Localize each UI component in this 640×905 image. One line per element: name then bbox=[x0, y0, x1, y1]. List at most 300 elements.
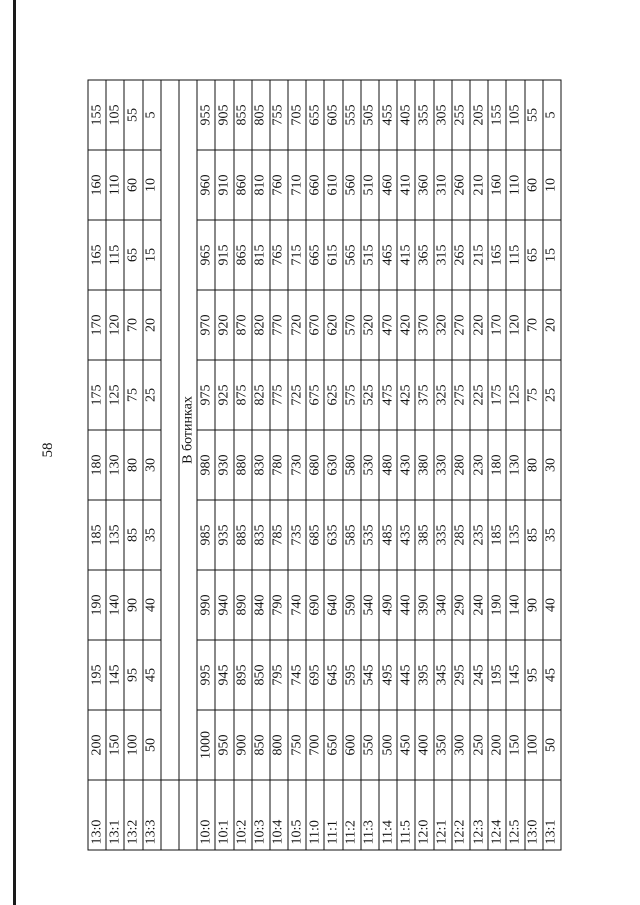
score-cell: 835 bbox=[252, 500, 270, 570]
score-cell: 765 bbox=[270, 220, 288, 290]
score-cell: 600 bbox=[343, 710, 361, 780]
score-cell: 240 bbox=[470, 570, 488, 640]
score-cell: 145 bbox=[106, 640, 124, 710]
score-cell: 400 bbox=[415, 710, 433, 780]
score-cell: 145 bbox=[506, 640, 524, 710]
score-cell: 500 bbox=[379, 710, 397, 780]
score-cell: 730 bbox=[288, 430, 306, 500]
score-cell: 855 bbox=[234, 80, 252, 150]
table-row bbox=[324, 80, 342, 850]
time-cell: 12:5 bbox=[506, 780, 524, 850]
score-cell: 275 bbox=[452, 360, 470, 430]
score-cell: 760 bbox=[270, 150, 288, 220]
table-row bbox=[306, 80, 324, 850]
time-cell: 13:0 bbox=[525, 780, 543, 850]
score-cell: 685 bbox=[306, 500, 324, 570]
score-cell: 525 bbox=[361, 360, 379, 430]
score-cell: 660 bbox=[306, 150, 324, 220]
score-cell: 65 bbox=[525, 220, 543, 290]
score-cell: 465 bbox=[379, 220, 397, 290]
score-cell: 880 bbox=[234, 430, 252, 500]
score-cell: 95 bbox=[124, 640, 142, 710]
score-cell: 25 bbox=[543, 360, 561, 430]
score-cell: 905 bbox=[215, 80, 233, 150]
score-cell: 995 bbox=[197, 640, 215, 710]
score-cell: 430 bbox=[397, 430, 415, 500]
score-cell: 425 bbox=[397, 360, 415, 430]
score-cell: 195 bbox=[488, 640, 506, 710]
score-cell: 940 bbox=[215, 570, 233, 640]
score-cell: 565 bbox=[343, 220, 361, 290]
time-cell: 11:5 bbox=[397, 780, 415, 850]
score-cell: 870 bbox=[234, 290, 252, 360]
score-cell: 255 bbox=[452, 80, 470, 150]
score-cell: 170 bbox=[88, 290, 106, 360]
score-cell: 55 bbox=[124, 80, 142, 150]
score-cell: 300 bbox=[452, 710, 470, 780]
score-cell: 815 bbox=[252, 220, 270, 290]
score-cell: 675 bbox=[306, 360, 324, 430]
score-cell: 800 bbox=[270, 710, 288, 780]
score-cell: 375 bbox=[415, 360, 433, 430]
score-cell: 895 bbox=[234, 640, 252, 710]
score-cell: 590 bbox=[343, 570, 361, 640]
score-cell: 135 bbox=[106, 500, 124, 570]
score-cell: 200 bbox=[488, 710, 506, 780]
table-row bbox=[488, 80, 506, 850]
score-cell: 740 bbox=[288, 570, 306, 640]
score-cell: 270 bbox=[452, 290, 470, 360]
score-cell: 945 bbox=[215, 640, 233, 710]
score-cell: 95 bbox=[525, 640, 543, 710]
score-cell: 215 bbox=[470, 220, 488, 290]
score-cell: 75 bbox=[124, 360, 142, 430]
score-cell: 735 bbox=[288, 500, 306, 570]
score-cell: 605 bbox=[324, 80, 342, 150]
score-cell: 370 bbox=[415, 290, 433, 360]
score-cell: 120 bbox=[106, 290, 124, 360]
section-header: В ботинках bbox=[179, 80, 197, 780]
time-cell: 10:2 bbox=[234, 780, 252, 850]
blank-cell bbox=[161, 780, 179, 850]
score-cell: 645 bbox=[324, 640, 342, 710]
score-cell: 955 bbox=[197, 80, 215, 150]
score-cell: 100 bbox=[124, 710, 142, 780]
time-cell: 10:3 bbox=[252, 780, 270, 850]
table-row bbox=[525, 80, 543, 850]
score-cell: 320 bbox=[434, 290, 452, 360]
score-cell: 315 bbox=[434, 220, 452, 290]
score-cell: 15 bbox=[543, 220, 561, 290]
score-cell: 985 bbox=[197, 500, 215, 570]
score-cell: 450 bbox=[397, 710, 415, 780]
score-cell: 635 bbox=[324, 500, 342, 570]
score-cell: 570 bbox=[343, 290, 361, 360]
score-cell: 210 bbox=[470, 150, 488, 220]
score-cell: 890 bbox=[234, 570, 252, 640]
score-cell: 110 bbox=[506, 150, 524, 220]
score-cell: 360 bbox=[415, 150, 433, 220]
score-cell: 950 bbox=[215, 710, 233, 780]
section-header-row bbox=[179, 80, 197, 850]
score-cell: 510 bbox=[361, 150, 379, 220]
score-cell: 35 bbox=[543, 500, 561, 570]
score-cell: 135 bbox=[506, 500, 524, 570]
table-row bbox=[106, 80, 124, 850]
blank-cell bbox=[161, 80, 179, 780]
score-cell: 250 bbox=[470, 710, 488, 780]
score-cell: 485 bbox=[379, 500, 397, 570]
score-cell: 115 bbox=[106, 220, 124, 290]
score-cell: 180 bbox=[88, 430, 106, 500]
score-cell: 690 bbox=[306, 570, 324, 640]
score-cell: 40 bbox=[543, 570, 561, 640]
score-cell: 20 bbox=[143, 290, 161, 360]
time-cell: 11:0 bbox=[306, 780, 324, 850]
score-cell: 60 bbox=[124, 150, 142, 220]
table-row bbox=[543, 80, 561, 850]
score-cell: 720 bbox=[288, 290, 306, 360]
score-cell: 725 bbox=[288, 360, 306, 430]
score-cell: 795 bbox=[270, 640, 288, 710]
score-cell: 970 bbox=[197, 290, 215, 360]
score-cell: 345 bbox=[434, 640, 452, 710]
score-cell: 165 bbox=[488, 220, 506, 290]
score-cell: 355 bbox=[415, 80, 433, 150]
score-cell: 325 bbox=[434, 360, 452, 430]
score-cell: 490 bbox=[379, 570, 397, 640]
time-cell: 13:3 bbox=[143, 780, 161, 850]
score-cell: 100 bbox=[525, 710, 543, 780]
score-cell: 90 bbox=[124, 570, 142, 640]
score-cell: 155 bbox=[488, 80, 506, 150]
table-row bbox=[234, 80, 252, 850]
score-cell: 860 bbox=[234, 150, 252, 220]
score-cell: 235 bbox=[470, 500, 488, 570]
score-cell: 580 bbox=[343, 430, 361, 500]
score-cell: 825 bbox=[252, 360, 270, 430]
score-cell: 280 bbox=[452, 430, 470, 500]
table-row bbox=[124, 80, 142, 850]
score-cell: 380 bbox=[415, 430, 433, 500]
score-cell: 125 bbox=[106, 360, 124, 430]
score-cell: 175 bbox=[488, 360, 506, 430]
score-cell: 295 bbox=[452, 640, 470, 710]
time-cell: 12:2 bbox=[452, 780, 470, 850]
section-divider bbox=[161, 80, 197, 850]
score-cell: 150 bbox=[106, 710, 124, 780]
score-cell: 810 bbox=[252, 150, 270, 220]
score-cell: 160 bbox=[88, 150, 106, 220]
score-cell: 770 bbox=[270, 290, 288, 360]
score-cell: 35 bbox=[143, 500, 161, 570]
score-cell: 130 bbox=[106, 430, 124, 500]
time-cell: 12:0 bbox=[415, 780, 433, 850]
score-cell: 865 bbox=[234, 220, 252, 290]
score-cell: 415 bbox=[397, 220, 415, 290]
score-cell: 925 bbox=[215, 360, 233, 430]
score-cell: 230 bbox=[470, 430, 488, 500]
score-cell: 30 bbox=[143, 430, 161, 500]
score-cell: 775 bbox=[270, 360, 288, 430]
score-cell: 15 bbox=[143, 220, 161, 290]
score-cell: 155 bbox=[88, 80, 106, 150]
score-cell: 90 bbox=[525, 570, 543, 640]
time-cell: 13:1 bbox=[106, 780, 124, 850]
score-cell: 715 bbox=[288, 220, 306, 290]
score-cell: 655 bbox=[306, 80, 324, 150]
score-cell: 665 bbox=[306, 220, 324, 290]
score-cell: 875 bbox=[234, 360, 252, 430]
score-cell: 920 bbox=[215, 290, 233, 360]
score-cell: 80 bbox=[124, 430, 142, 500]
score-cell: 980 bbox=[197, 430, 215, 500]
time-cell: 13:1 bbox=[543, 780, 561, 850]
table-row bbox=[252, 80, 270, 850]
table-row bbox=[288, 80, 306, 850]
score-cell: 915 bbox=[215, 220, 233, 290]
page-number: 58 bbox=[39, 442, 56, 458]
score-cell: 140 bbox=[106, 570, 124, 640]
table-row bbox=[379, 80, 397, 850]
score-cell: 960 bbox=[197, 150, 215, 220]
table-row bbox=[88, 80, 106, 850]
score-cell: 335 bbox=[434, 500, 452, 570]
score-cell: 285 bbox=[452, 500, 470, 570]
score-cell: 105 bbox=[506, 80, 524, 150]
score-cell: 5 bbox=[543, 80, 561, 150]
score-cell: 410 bbox=[397, 150, 415, 220]
score-cell: 350 bbox=[434, 710, 452, 780]
score-cell: 125 bbox=[506, 360, 524, 430]
score-cell: 115 bbox=[506, 220, 524, 290]
score-cell: 710 bbox=[288, 150, 306, 220]
score-cell: 790 bbox=[270, 570, 288, 640]
score-cell: 85 bbox=[124, 500, 142, 570]
score-cell: 535 bbox=[361, 500, 379, 570]
score-cell: 990 bbox=[197, 570, 215, 640]
score-cell: 75 bbox=[525, 360, 543, 430]
score-cell: 820 bbox=[252, 290, 270, 360]
score-cell: 505 bbox=[361, 80, 379, 150]
score-cell: 190 bbox=[488, 570, 506, 640]
score-cell: 25 bbox=[143, 360, 161, 430]
score-cell: 200 bbox=[88, 710, 106, 780]
time-cell: 11:2 bbox=[343, 780, 361, 850]
score-cell: 65 bbox=[124, 220, 142, 290]
scoring-table bbox=[88, 79, 562, 850]
score-cell: 975 bbox=[197, 360, 215, 430]
time-cell: 11:3 bbox=[361, 780, 379, 850]
time-cell: 10:4 bbox=[270, 780, 288, 850]
table-row bbox=[434, 80, 452, 850]
score-cell: 50 bbox=[543, 710, 561, 780]
score-cell: 670 bbox=[306, 290, 324, 360]
score-cell: 260 bbox=[452, 150, 470, 220]
score-cell: 150 bbox=[506, 710, 524, 780]
score-cell: 55 bbox=[525, 80, 543, 150]
score-cell: 220 bbox=[470, 290, 488, 360]
score-cell: 965 bbox=[197, 220, 215, 290]
score-cell: 420 bbox=[397, 290, 415, 360]
score-cell: 60 bbox=[525, 150, 543, 220]
score-cell: 170 bbox=[488, 290, 506, 360]
score-cell: 850 bbox=[252, 640, 270, 710]
score-cell: 745 bbox=[288, 640, 306, 710]
score-cell: 385 bbox=[415, 500, 433, 570]
score-cell: 70 bbox=[124, 290, 142, 360]
score-cell: 550 bbox=[361, 710, 379, 780]
score-cell: 885 bbox=[234, 500, 252, 570]
table-row bbox=[197, 80, 215, 850]
table-row bbox=[470, 80, 488, 850]
score-cell: 445 bbox=[397, 640, 415, 710]
score-cell: 105 bbox=[106, 80, 124, 150]
score-cell: 160 bbox=[488, 150, 506, 220]
score-cell: 120 bbox=[506, 290, 524, 360]
score-cell: 365 bbox=[415, 220, 433, 290]
score-cell: 245 bbox=[470, 640, 488, 710]
score-cell: 470 bbox=[379, 290, 397, 360]
score-cell: 900 bbox=[234, 710, 252, 780]
score-cell: 265 bbox=[452, 220, 470, 290]
score-cell: 190 bbox=[88, 570, 106, 640]
score-cell: 785 bbox=[270, 500, 288, 570]
score-cell: 620 bbox=[324, 290, 342, 360]
score-cell: 405 bbox=[397, 80, 415, 150]
table-row bbox=[215, 80, 233, 850]
score-cell: 540 bbox=[361, 570, 379, 640]
score-cell: 340 bbox=[434, 570, 452, 640]
score-cell: 595 bbox=[343, 640, 361, 710]
score-cell: 165 bbox=[88, 220, 106, 290]
score-cell: 30 bbox=[543, 430, 561, 500]
score-cell: 180 bbox=[488, 430, 506, 500]
table-row bbox=[506, 80, 524, 850]
rotated-table-container bbox=[88, 80, 559, 850]
score-cell: 530 bbox=[361, 430, 379, 500]
score-cell: 935 bbox=[215, 500, 233, 570]
score-cell: 50 bbox=[143, 710, 161, 780]
score-cell: 435 bbox=[397, 500, 415, 570]
score-cell: 85 bbox=[525, 500, 543, 570]
score-cell: 830 bbox=[252, 430, 270, 500]
top-section bbox=[88, 80, 161, 850]
time-cell: 12:1 bbox=[434, 780, 452, 850]
score-cell: 805 bbox=[252, 80, 270, 150]
time-cell: 11:4 bbox=[379, 780, 397, 850]
score-cell: 195 bbox=[88, 640, 106, 710]
score-cell: 615 bbox=[324, 220, 342, 290]
score-cell: 310 bbox=[434, 150, 452, 220]
table-row bbox=[143, 80, 161, 850]
time-cell: 13:2 bbox=[124, 780, 142, 850]
score-cell: 630 bbox=[324, 430, 342, 500]
table-row bbox=[397, 80, 415, 850]
time-cell: 12:4 bbox=[488, 780, 506, 850]
score-cell: 395 bbox=[415, 640, 433, 710]
score-cell: 545 bbox=[361, 640, 379, 710]
score-cell: 40 bbox=[143, 570, 161, 640]
score-cell: 930 bbox=[215, 430, 233, 500]
score-cell: 140 bbox=[506, 570, 524, 640]
score-cell: 440 bbox=[397, 570, 415, 640]
score-cell: 175 bbox=[88, 360, 106, 430]
score-cell: 455 bbox=[379, 80, 397, 150]
score-cell: 610 bbox=[324, 150, 342, 220]
score-cell: 560 bbox=[343, 150, 361, 220]
score-cell: 5 bbox=[143, 80, 161, 150]
table-row bbox=[343, 80, 361, 850]
score-cell: 205 bbox=[470, 80, 488, 150]
score-cell: 1000 bbox=[197, 710, 215, 780]
time-cell: 13:0 bbox=[88, 780, 106, 850]
time-cell: 12:3 bbox=[470, 780, 488, 850]
score-cell: 585 bbox=[343, 500, 361, 570]
score-cell: 390 bbox=[415, 570, 433, 640]
score-cell: 45 bbox=[143, 640, 161, 710]
score-cell: 910 bbox=[215, 150, 233, 220]
score-cell: 520 bbox=[361, 290, 379, 360]
score-cell: 640 bbox=[324, 570, 342, 640]
score-cell: 80 bbox=[525, 430, 543, 500]
section-header-key-cell bbox=[179, 780, 197, 850]
score-cell: 330 bbox=[434, 430, 452, 500]
score-cell: 185 bbox=[488, 500, 506, 570]
score-cell: 475 bbox=[379, 360, 397, 430]
time-cell: 10:1 bbox=[215, 780, 233, 850]
score-cell: 70 bbox=[525, 290, 543, 360]
score-cell: 850 bbox=[252, 710, 270, 780]
score-cell: 695 bbox=[306, 640, 324, 710]
score-cell: 20 bbox=[543, 290, 561, 360]
score-cell: 305 bbox=[434, 80, 452, 150]
blank-row bbox=[161, 80, 179, 850]
scan-page-edge bbox=[13, 0, 16, 905]
table-row bbox=[361, 80, 379, 850]
score-cell: 460 bbox=[379, 150, 397, 220]
score-cell: 515 bbox=[361, 220, 379, 290]
time-cell: 10:5 bbox=[288, 780, 306, 850]
boots-section bbox=[197, 80, 561, 850]
time-cell: 10:0 bbox=[197, 780, 215, 850]
score-cell: 110 bbox=[106, 150, 124, 220]
score-cell: 755 bbox=[270, 80, 288, 150]
score-cell: 45 bbox=[543, 640, 561, 710]
score-cell: 185 bbox=[88, 500, 106, 570]
score-cell: 680 bbox=[306, 430, 324, 500]
score-cell: 575 bbox=[343, 360, 361, 430]
table-row bbox=[415, 80, 433, 850]
score-cell: 650 bbox=[324, 710, 342, 780]
time-cell: 11:1 bbox=[324, 780, 342, 850]
table-row bbox=[270, 80, 288, 850]
score-cell: 10 bbox=[543, 150, 561, 220]
score-cell: 625 bbox=[324, 360, 342, 430]
table-row bbox=[452, 80, 470, 850]
score-cell: 10 bbox=[143, 150, 161, 220]
score-cell: 495 bbox=[379, 640, 397, 710]
score-cell: 750 bbox=[288, 710, 306, 780]
score-cell: 840 bbox=[252, 570, 270, 640]
score-cell: 290 bbox=[452, 570, 470, 640]
score-cell: 555 bbox=[343, 80, 361, 150]
score-cell: 780 bbox=[270, 430, 288, 500]
score-cell: 705 bbox=[288, 80, 306, 150]
score-cell: 130 bbox=[506, 430, 524, 500]
score-cell: 480 bbox=[379, 430, 397, 500]
score-cell: 700 bbox=[306, 710, 324, 780]
